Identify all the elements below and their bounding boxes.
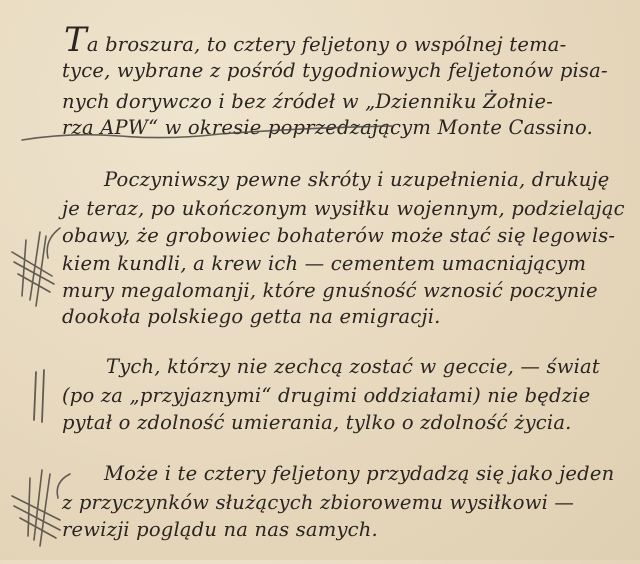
text-line: Poczyniwszy pewne skróty i uzupełnienia, drukuję bbox=[104, 168, 610, 191]
drop-cap: T bbox=[64, 20, 87, 60]
text-line: rewizji poglądu na nas samych. bbox=[62, 518, 378, 541]
text-line bbox=[64, 20, 567, 60]
text-line: je teraz, po ukończonym wysiłku wojennym, podzielając bbox=[62, 197, 625, 220]
text-line: dookoła polskiego getta na emigracji. bbox=[62, 305, 441, 328]
text-line-content: a broszura, to cztery feljetony o wspólnej tema- bbox=[86, 33, 567, 56]
text-line: nych dorywczo i bez źródeł w „Dzienniku Żołnie- bbox=[62, 90, 553, 113]
text-line: Tych, którzy nie zechcą zostać w geccie, — świat bbox=[106, 355, 600, 378]
text-line: Może i te cztery feljetony przydadzą się jako jeden bbox=[104, 462, 615, 485]
text-line: z przyczynków służących zbiorowemu wysiłkowi — bbox=[62, 491, 575, 514]
pencil-margin-bars bbox=[34, 370, 44, 422]
pencil-cross-mark bbox=[12, 228, 60, 306]
text-line: obawy, że grobowiec bohaterów może stać się legowis- bbox=[62, 224, 616, 247]
text-line: rza APW“ w okresie poprzedzającym Monte Cassino. bbox=[62, 116, 594, 139]
text-line: mury megalomanji, które gnuśność wznosić poczynie bbox=[62, 279, 598, 302]
text-line: pytał o zdolność umierania, tylko o zdolność życia. bbox=[62, 411, 572, 434]
text-line: tyce, wybrane z pośród tygodniowych feljetonów pisa- bbox=[62, 59, 608, 82]
text-line: (po za „przyjaznymi“ drugimi oddziałami) nie będzie bbox=[62, 384, 591, 407]
text-line: kiem kundli, a krew ich — cementem umacniającym bbox=[62, 252, 587, 275]
